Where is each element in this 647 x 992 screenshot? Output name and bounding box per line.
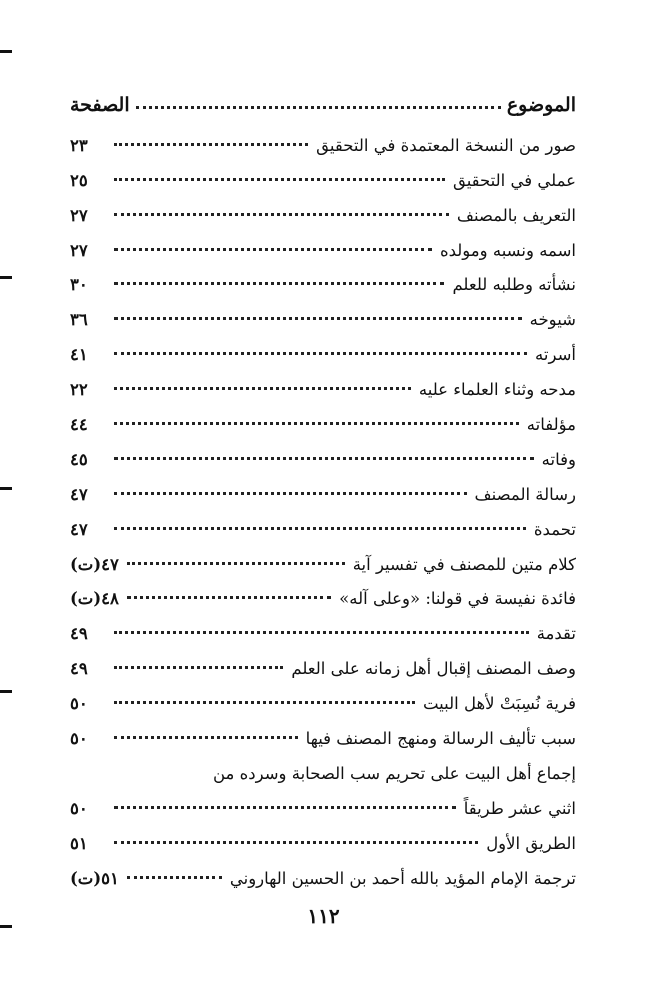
leader-dots	[114, 387, 411, 390]
page-column-label: الصفحة	[70, 94, 130, 116]
toc-entry-title: إجماع أهل البيت على تحريم سب الصحابة وسرده من	[212, 763, 576, 783]
toc-entry	[70, 853, 576, 888]
toc-entry-page: ٥١	[70, 833, 88, 853]
leader-dots	[136, 106, 501, 109]
leader-dots	[114, 841, 478, 844]
toc-entry-page: ٤٧	[70, 519, 88, 539]
toc-entry-page: ٣٠	[70, 275, 88, 295]
toc-entry-page: ٢٧	[70, 205, 88, 225]
leader-dots	[127, 596, 331, 599]
toc-entry	[70, 574, 576, 609]
toc-entry-page: ٤٩	[70, 659, 88, 679]
toc-entry-title: صور من النسخة المعتمدة في التحقيق	[316, 135, 576, 155]
toc-entry-page: ٢٥	[70, 170, 88, 190]
toc-entry-page: ٥٠	[70, 798, 88, 818]
toc-header	[70, 86, 576, 116]
toc-entry-title: أسرته	[535, 345, 576, 365]
toc-entry-page: ٤٨(ت)	[70, 589, 119, 609]
toc-entry	[70, 678, 576, 713]
toc-entry	[70, 469, 576, 504]
toc-entry-title: شيوخه	[529, 310, 576, 330]
toc-entry	[70, 399, 576, 434]
toc-entry-title: الطريق الأول	[486, 833, 576, 853]
toc-entry-title: وفاته	[541, 449, 576, 469]
page-edge-mark	[0, 50, 12, 53]
leader-dots	[127, 562, 345, 565]
leader-dots	[114, 666, 283, 669]
toc-entry-page: ٤٤	[70, 415, 88, 435]
toc-entry-title: فائدة نفيسة في قولنا: «وعلى آله»	[339, 589, 576, 609]
toc-entry	[70, 539, 576, 574]
toc-entry-page: ٤٧(ت)	[70, 554, 119, 574]
toc-entry-page: ٣٦	[70, 310, 88, 330]
toc-entry-title: نشأته وطلبه للعلم	[452, 275, 576, 295]
toc-entry-page: ٤٩	[70, 624, 88, 644]
toc-entry-page: ٢٢	[70, 380, 88, 400]
toc-entry-title: ترجمة الإمام المؤيد بالله أحمد بن الحسين الهاروني	[229, 868, 576, 888]
toc-entry	[70, 329, 576, 364]
toc-entry-title: التعريف بالمصنف	[456, 205, 576, 225]
page-edge-mark	[0, 487, 12, 490]
toc-entry	[70, 434, 576, 469]
toc-entry-title: وصف المصنف إقبال أهل زمانه على العلم	[291, 659, 576, 679]
leader-dots	[114, 178, 445, 181]
leader-dots	[114, 282, 444, 285]
page-number: ١١٢	[307, 904, 340, 928]
leader-dots	[114, 631, 529, 634]
table-of-contents	[70, 120, 576, 888]
leader-dots	[114, 213, 449, 216]
toc-entry-title: تحمدة	[533, 519, 576, 539]
toc-entry	[70, 713, 576, 748]
toc-entry	[70, 364, 576, 399]
toc-entry	[70, 783, 576, 818]
toc-entry-page: ٥٠	[70, 694, 88, 714]
toc-entry-page: ٤٧	[70, 484, 88, 504]
leader-dots	[114, 457, 534, 460]
leader-dots	[114, 317, 522, 320]
leader-dots	[114, 701, 415, 704]
leader-dots	[127, 876, 222, 879]
leader-dots	[114, 736, 298, 739]
page-edge-mark	[0, 276, 12, 279]
toc-entry-title: عملي في التحقيق	[452, 170, 576, 190]
toc-entry	[70, 225, 576, 260]
toc-entry-title: تقدمة	[536, 624, 576, 644]
toc-entry-page: ٥٠	[70, 729, 88, 749]
toc-entry-title: اسمه ونسبه ومولده	[439, 240, 576, 260]
leader-dots	[114, 527, 526, 530]
toc-entry-title: مدحه وثناء العلماء عليه	[418, 380, 576, 400]
toc-entry-page: ٥١(ت)	[70, 868, 119, 888]
toc-entry-title: اثني عشر طريقاً	[463, 798, 576, 818]
toc-entry	[70, 818, 576, 853]
toc-entry-title: سبب تأليف الرسالة ومنهج المصنف فيها	[305, 729, 576, 749]
toc-entry	[70, 643, 576, 678]
toc-entry-page: ٢٣	[70, 135, 88, 155]
leader-dots	[114, 422, 519, 425]
toc-entry-page: ٤٥	[70, 449, 88, 469]
toc-entry-page: ٢٧	[70, 240, 88, 260]
toc-entry	[70, 748, 576, 783]
leader-dots	[114, 248, 432, 251]
leader-dots	[114, 806, 456, 809]
leader-dots	[114, 352, 527, 355]
toc-entry	[70, 504, 576, 539]
toc-entry	[70, 260, 576, 295]
toc-entry	[70, 294, 576, 329]
toc-entry-title: فرية نُسِبَتْ لأهل البيت	[422, 694, 576, 714]
toc-entry	[70, 608, 576, 643]
topic-column-label: الموضوع	[506, 94, 576, 116]
toc-entry-page: ٤١	[70, 345, 88, 365]
toc-entry	[70, 190, 576, 225]
toc-entry-title: رسالة المصنف	[474, 484, 576, 504]
toc-entry-title: مؤلفاته	[526, 415, 576, 435]
leader-dots	[114, 492, 467, 495]
toc-entry-title: كلام متين للمصنف في تفسير آية	[352, 554, 576, 574]
toc-entry	[70, 155, 576, 190]
page-edge-mark	[0, 690, 12, 693]
leader-dots	[114, 143, 308, 146]
toc-entry	[70, 120, 576, 155]
